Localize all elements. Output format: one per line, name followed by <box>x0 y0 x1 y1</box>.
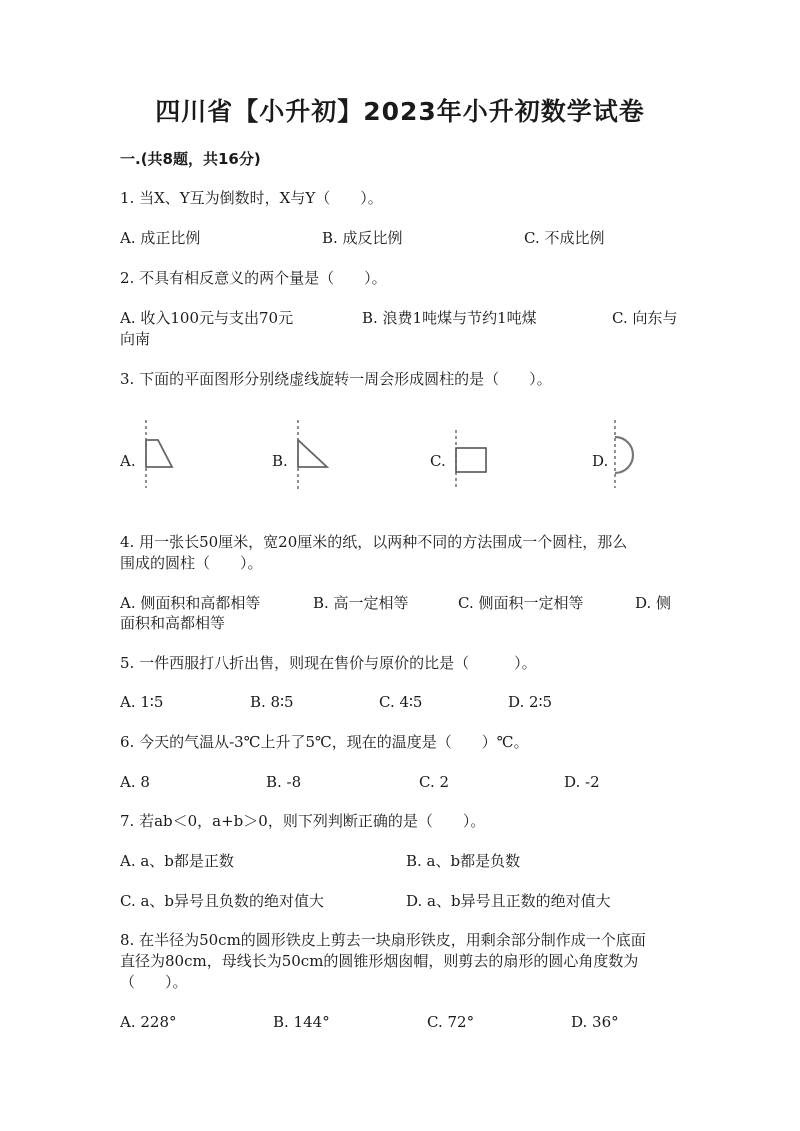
q5-option-d: D. 2∶5 <box>508 693 553 711</box>
question-3-stem: 3. 下面的平面图形分别绕虚线旋转一周会形成圆柱的是（ ）。 <box>120 370 552 388</box>
semicircle-figure <box>605 420 645 490</box>
q6-option-b: B. -8 <box>266 773 302 791</box>
q5-option-a: A. 1∶5 <box>120 693 164 711</box>
trapezoid-figure <box>138 420 178 490</box>
q8-option-d: D. 36° <box>571 1013 619 1031</box>
rectangle-figure <box>448 430 493 490</box>
question-2-stem: 2. 不具有相反意义的两个量是（ ）。 <box>120 269 387 287</box>
q8-option-b: B. 144° <box>273 1013 330 1031</box>
q1-option-a: A. 成正比例 <box>120 229 201 247</box>
question-6-stem: 6. 今天的气温从-3℃上升了5℃，现在的温度是（ ）℃。 <box>120 733 529 751</box>
q7-option-d: D. a、b异号且正数的绝对值大 <box>406 892 611 910</box>
q3-label-b: B. <box>272 452 288 470</box>
q6-option-d: D. -2 <box>564 773 600 791</box>
q5-option-b: B. 8∶5 <box>250 693 294 711</box>
question-8-stem-line2: 直径为80cm，母线长为50cm的圆锥形烟囱帽，则剪去的扇形的圆心角度数为 <box>120 952 639 970</box>
q4-option-d-wrap: 面积和高都相等 <box>120 614 226 632</box>
q6-option-c: C. 2 <box>419 773 450 791</box>
question-1-stem: 1. 当X、Y互为倒数时，X与Y（ ）。 <box>120 189 383 207</box>
q7-option-b: B. a、b都是负数 <box>406 852 521 870</box>
triangle-figure <box>290 420 335 490</box>
q4-option-c: C. 侧面积一定相等 <box>458 594 584 612</box>
q3-label-c: C. <box>430 452 446 470</box>
q2-option-c-wrap: 向南 <box>120 330 151 348</box>
q8-option-c: C. 72° <box>427 1013 475 1031</box>
q6-option-a: A. 8 <box>120 773 150 791</box>
question-8-stem: 8. 在半径为50cm的圆形铁皮上剪去一块扇形铁皮，用剩余部分制作成一个底面 <box>120 931 646 949</box>
q2-option-c: C. 向东与 <box>612 309 678 327</box>
q4-option-a: A. 侧面积和高都相等 <box>120 594 261 612</box>
question-5-stem: 5. 一件西服打八折出售，则现在售价与原价的比是（ ）。 <box>120 654 537 672</box>
question-7-stem: 7. 若ab＜0，a+b＞0，则下列判断正确的是（ ）。 <box>120 812 486 830</box>
q7-option-a: A. a、b都是正数 <box>120 852 234 870</box>
q4-option-d: D. 侧 <box>635 594 672 612</box>
question-4-stem: 4. 用一张长50厘米，宽20厘米的纸，以两种不同的方法围成一个圆柱，那么 <box>120 533 628 551</box>
page-title: 四川省【小升初】2023年小升初数学试卷 <box>155 97 645 126</box>
q3-label-a: A. <box>120 452 136 470</box>
question-4-stem-line2: 围成的圆柱（ ）。 <box>120 554 263 572</box>
q7-option-c: C. a、b异号且负数的绝对值大 <box>120 892 325 910</box>
q8-option-a: A. 228° <box>120 1013 177 1031</box>
question-8-stem-line3: （ ）。 <box>120 973 188 991</box>
section-heading: 一.(共8题，共16分) <box>120 150 261 168</box>
q1-option-c: C. 不成比例 <box>524 229 605 247</box>
q4-option-b: B. 高一定相等 <box>313 594 409 612</box>
q1-option-b: B. 成反比例 <box>322 229 403 247</box>
q3-label-d: D. <box>592 452 609 470</box>
q2-option-b: B. 浪费1吨煤与节约1吨煤 <box>362 309 537 327</box>
q5-option-c: C. 4∶5 <box>379 693 423 711</box>
q2-option-a: A. 收入100元与支出70元 <box>120 309 294 327</box>
